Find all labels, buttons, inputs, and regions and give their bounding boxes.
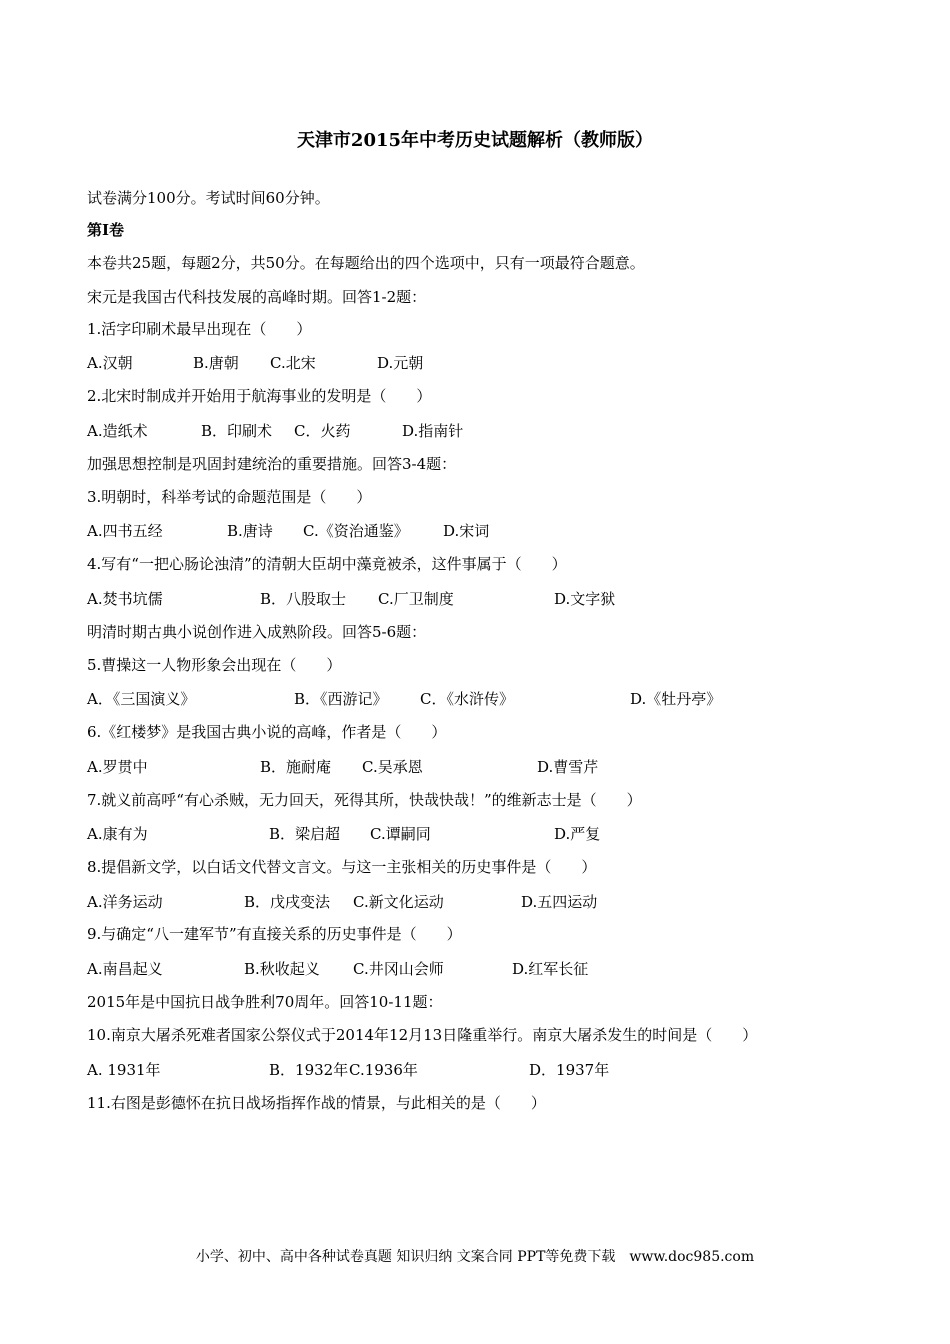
question-stem: 7.就义前高呼“有心杀贼，无力回天，死得其所，快哉快哉！”的维新志士是（ ） bbox=[87, 791, 642, 809]
option-c: C.《资治通鉴》 bbox=[303, 522, 409, 540]
option-a: A.康有为 bbox=[87, 825, 148, 843]
option-b: B.唐朝 bbox=[193, 354, 239, 372]
options-row bbox=[87, 958, 867, 980]
options-row bbox=[87, 756, 867, 778]
question-stem: 6.《红楼梦》是我国古典小说的高峰，作者是（ ） bbox=[87, 723, 447, 741]
option-b: B．印刷术 bbox=[201, 422, 273, 440]
question-stem: 5.曹操这一人物形象会出现在（ ） bbox=[87, 656, 342, 674]
options-row bbox=[87, 420, 867, 442]
option-b: B．八股取士 bbox=[260, 590, 347, 608]
option-b: B．1932年 bbox=[269, 1061, 349, 1079]
group-intro: 加强思想控制是巩固封建统治的重要措施。回答3-4题： bbox=[87, 455, 457, 473]
question-stem: 1.活字印刷术最早出现在（ ） bbox=[87, 320, 312, 338]
exam-intro: 试卷满分100分。考试时间60分钟。 bbox=[87, 189, 330, 207]
option-d: D．1937年 bbox=[529, 1061, 610, 1079]
option-d: D.红军长征 bbox=[512, 960, 589, 978]
option-a: A.焚书坑儒 bbox=[87, 590, 163, 608]
option-d: D.《牡丹亭》 bbox=[630, 690, 722, 708]
option-c: C.北宋 bbox=[270, 354, 316, 372]
option-d: D.元朝 bbox=[377, 354, 424, 372]
option-b: B．戊戌变法 bbox=[244, 893, 331, 911]
question-stem: 3.明朝时，科举考试的命题范围是（ ） bbox=[87, 488, 372, 506]
option-d: D.五四运动 bbox=[521, 893, 598, 911]
section-heading: 第Ⅰ卷 bbox=[87, 221, 125, 239]
option-b: B.唐诗 bbox=[227, 522, 273, 540]
option-c: C.井冈山会师 bbox=[353, 960, 444, 978]
options-row bbox=[87, 1059, 867, 1081]
option-a: A.四书五经 bbox=[87, 522, 163, 540]
section-instructions: 本卷共25题，每题2分，共50分。在每题给出的四个选项中，只有一项最符合题意。 bbox=[87, 254, 645, 272]
option-a: A.汉朝 bbox=[87, 354, 133, 372]
option-a: A.造纸术 bbox=[87, 422, 148, 440]
option-c: C.厂卫制度 bbox=[378, 590, 454, 608]
group-intro: 2015年是中国抗日战争胜利70周年。回答10-11题： bbox=[87, 993, 443, 1011]
question-stem: 11.右图是彭德怀在抗日战场指挥作战的情景，与此相关的是（ ） bbox=[87, 1094, 546, 1112]
option-c: C．火药 bbox=[294, 422, 351, 440]
question-stem: 10.南京大屠杀死难者国家公祭仪式于2014年12月13日隆重举行。南京大屠杀发生的时间是（ ） bbox=[87, 1026, 758, 1044]
option-a: A．《三国演义》 bbox=[87, 690, 196, 708]
option-a: A.南昌起义 bbox=[87, 960, 163, 978]
option-a: A.罗贯中 bbox=[87, 758, 148, 776]
option-c: C.1936年 bbox=[349, 1061, 418, 1079]
option-d: D.曹雪芹 bbox=[537, 758, 599, 776]
option-b: B．施耐庵 bbox=[260, 758, 332, 776]
option-d: D.指南针 bbox=[402, 422, 464, 440]
option-c: C．《水浒传》 bbox=[420, 690, 514, 708]
option-c: C.谭嗣同 bbox=[370, 825, 431, 843]
option-c: C.新文化运动 bbox=[353, 893, 444, 911]
option-d: D.宋词 bbox=[443, 522, 490, 540]
options-row bbox=[87, 588, 867, 610]
page-footer: 小学、初中、高中各种试卷真题 知识归纳 文案合同 PPT等免费下载 www.doc985.com bbox=[195, 1249, 755, 1265]
group-intro: 明清时期古典小说创作进入成熟阶段。回答5-6题： bbox=[87, 623, 427, 641]
option-a: A.洋务运动 bbox=[87, 893, 163, 911]
option-c: C.吴承恩 bbox=[362, 758, 423, 776]
question-stem: 9.与确定“八一建军节”有直接关系的历史事件是（ ） bbox=[87, 925, 462, 943]
options-row bbox=[87, 520, 867, 542]
question-stem: 8.提倡新文学，以白话文代替文言文。与这一主张相关的历史事件是（ ） bbox=[87, 858, 597, 876]
page-title: 天津市2015年中考历史试题解析（教师版） bbox=[296, 130, 654, 151]
option-a: A. 1931年 bbox=[87, 1061, 161, 1079]
option-b: B．《西游记》 bbox=[294, 690, 388, 708]
options-row bbox=[87, 823, 867, 845]
options-row bbox=[87, 688, 867, 710]
options-row bbox=[87, 891, 867, 913]
group-intro: 宋元是我国古代科技发展的高峰时期。回答1-2题： bbox=[87, 288, 427, 306]
option-b: B．梁启超 bbox=[269, 825, 341, 843]
option-d: D.严复 bbox=[554, 825, 601, 843]
option-d: D.文字狱 bbox=[554, 590, 616, 608]
options-row bbox=[87, 352, 867, 374]
question-stem: 2.北宋时制成并开始用于航海事业的发明是（ ） bbox=[87, 387, 432, 405]
option-b: B.秋收起义 bbox=[244, 960, 320, 978]
question-stem: 4.写有“一把心肠论浊清”的清朝大臣胡中藻竟被杀，这件事属于（ ） bbox=[87, 555, 567, 573]
